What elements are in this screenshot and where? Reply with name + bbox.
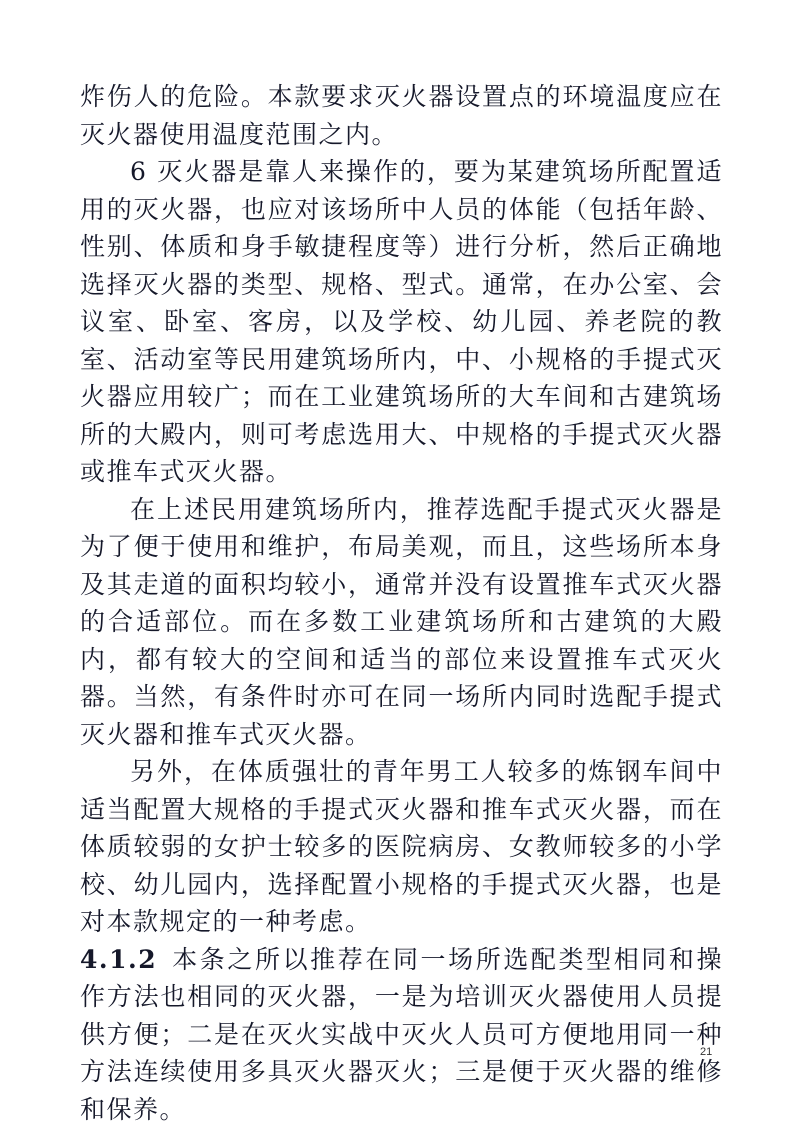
paragraph-continuation: 炸伤人的危险。本款要求灭火器设置点的环境温度应在灭火器使用温度范围之内。 — [80, 82, 723, 149]
paragraph-additionally: 另外，在体质强壮的青年男工人较多的炼钢车间中适当配置大规格的手提式灭火器和推车式灭火器，而在体质较弱的女护士较多的医院病房、女教师较多的小学校、幼儿园内，选择配置小规格的手提式灭火器，也是对本款规定的一种考虑。 — [80, 757, 723, 936]
clause-number: 4.1.2 — [80, 944, 158, 974]
paragraph-civil-buildings: 在上述民用建筑场所内，推荐选配手提式灭火器是为了便于使用和维护，布局美观，而且，这些场所本身及其走道的面积均较小，通常并没有设置推车式灭火器的合适部位。而在多数工业建筑场所和古建筑的大殿内，都有较大的空间和适当的部位来设置推车式灭火器。当然，有条件时亦可在同一场所内同时选配手提式灭火器和推车式灭火器。 — [80, 494, 723, 749]
paragraph-item-6: 6 灭火器是靠人来操作的，要为某建筑场所配置适用的灭火器，也应对该场所中人员的体能（包括年龄、性别、体质和身手敏捷程度等）进行分析，然后正确地选择灭火器的类型、规格、型式。通常，在办公室、会议室、卧室、客房，以及学校、幼儿园、养老院的教室、活动室等民用建筑场所内，中、小规格的手提式灭火器应用较广；而在工业建筑场所的大车间和古建筑场所的大殿内，则可考虑选用大、中规格的手提式灭火器或推车式灭火器。 — [80, 157, 723, 486]
clause-4-1-2 — [80, 941, 723, 1129]
page-number: 21 — [700, 1046, 713, 1058]
document-body — [80, 78, 723, 1128]
clause-text: 本条之所以推荐在同一场所选配类型相同和操作方法也相同的灭火器，一是为培训灭火器使用人员提供方便；二是在灭火实战中灭火人员可方便地用同一种方法连续使用多具灭火器灭火；三是便于灭火器的维修和保养。 — [80, 944, 723, 1124]
